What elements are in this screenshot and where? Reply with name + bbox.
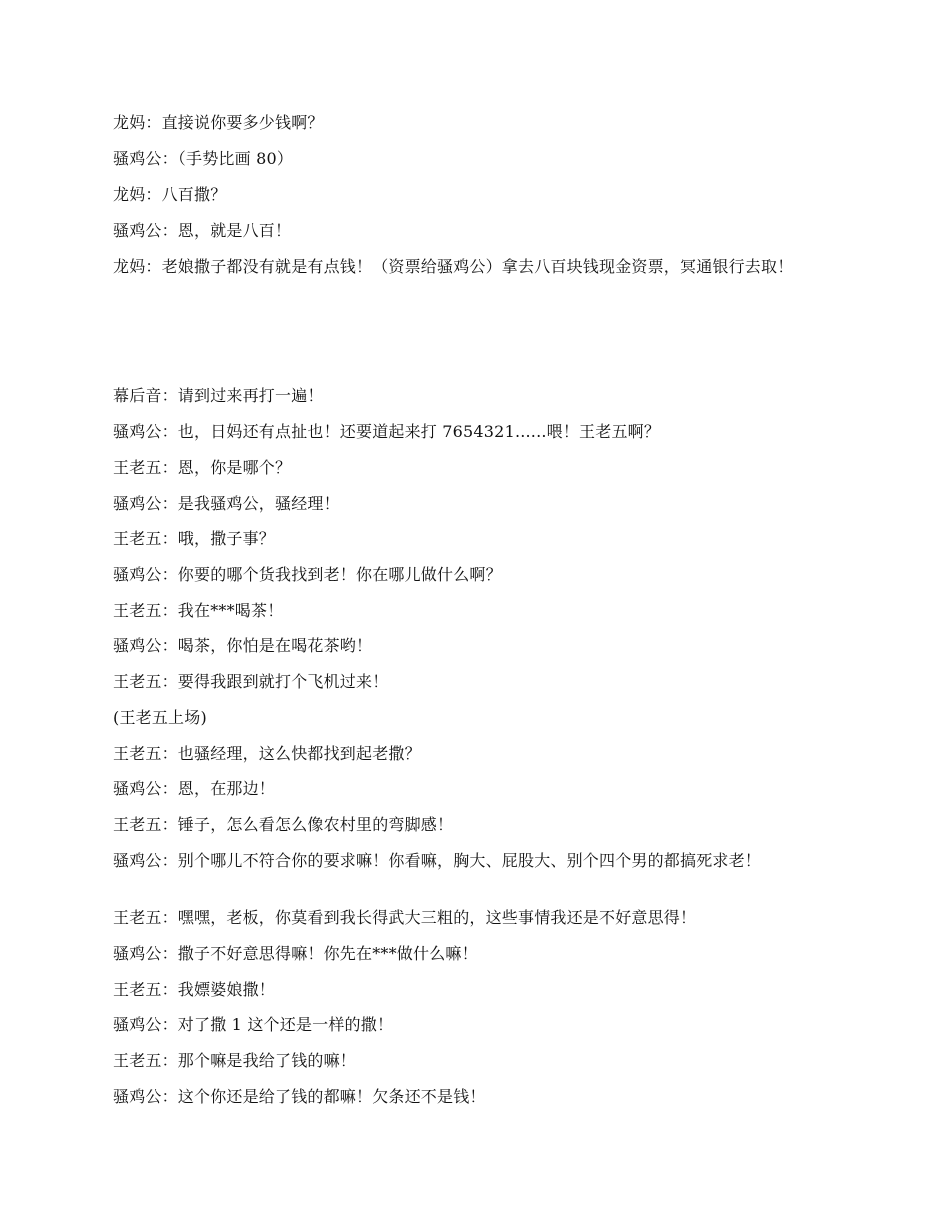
dialogue-line: 骚鸡公：是我骚鸡公，骚经理！ — [113, 494, 340, 513]
dialogue-line: 王老五：恩，你是哪个？ — [113, 458, 292, 477]
dialogue-line: 龙妈：八百撒？ — [113, 185, 227, 204]
dialogue-line: 王老五：我在***喝茶！ — [113, 601, 284, 620]
dialogue-line: 王老五：锤子，怎么看怎么像农村里的弯脚感！ — [113, 815, 454, 834]
dialogue-line: 骚鸡公：（手势比画 80） — [113, 149, 294, 168]
dialogue-line: 龙妈：老娘撒子都没有就是有点钱！（资票给骚鸡公）拿去八百块钱现金资票，冥通银行去取！ — [113, 257, 794, 276]
dialogue-line: 王老五：也骚经理，这么快都找到起老撒？ — [113, 744, 421, 763]
dialogue-line: 王老五：那个嘛是我给了钱的嘛！ — [113, 1051, 357, 1070]
stage-direction: (王老五上场) — [113, 708, 207, 727]
dialogue-line: 骚鸡公：你要的哪个货我找到老！你在哪儿做什么啊？ — [113, 565, 502, 584]
dialogue-line: 王老五：哦，撒子事？ — [113, 529, 276, 548]
dialogue-line: 骚鸡公：撒子不好意思得嘛！你先在***做什么嘛！ — [113, 944, 478, 963]
dialogue-line: 骚鸡公：对了撒 1 这个还是一样的撒！ — [113, 1015, 394, 1034]
dialogue-line: 骚鸡公：别个哪儿不符合你的要求嘛！你看嘛，胸大、屁股大、别个四个男的都搞死求老！ — [113, 851, 762, 870]
dialogue-line: 骚鸡公：恩，在那边！ — [113, 779, 276, 798]
dialogue-line: 王老五：嘿嘿，老板，你莫看到我长得武大三粗的，这些事情我还是不好意思得！ — [113, 908, 697, 927]
dialogue-line: 幕后音：请到过来再打一遍！ — [113, 386, 324, 405]
dialogue-line: 骚鸡公：恩，就是八百！ — [113, 221, 292, 240]
dialogue-line: 王老五：我嫖婆娘撒！ — [113, 980, 276, 999]
dialogue-line: 骚鸡公：喝茶，你怕是在喝花茶哟！ — [113, 636, 373, 655]
dialogue-line: 王老五：要得我跟到就打个飞机过来！ — [113, 672, 389, 691]
dialogue-line: 龙妈：直接说你要多少钱啊？ — [113, 113, 324, 132]
dialogue-line: 骚鸡公：这个你还是给了钱的都嘛！欠条还不是钱！ — [113, 1087, 486, 1106]
dialogue-line: 骚鸡公：也，日妈还有点扯也！还要道起来打 7654321......喂！王老五啊？ — [113, 422, 661, 441]
